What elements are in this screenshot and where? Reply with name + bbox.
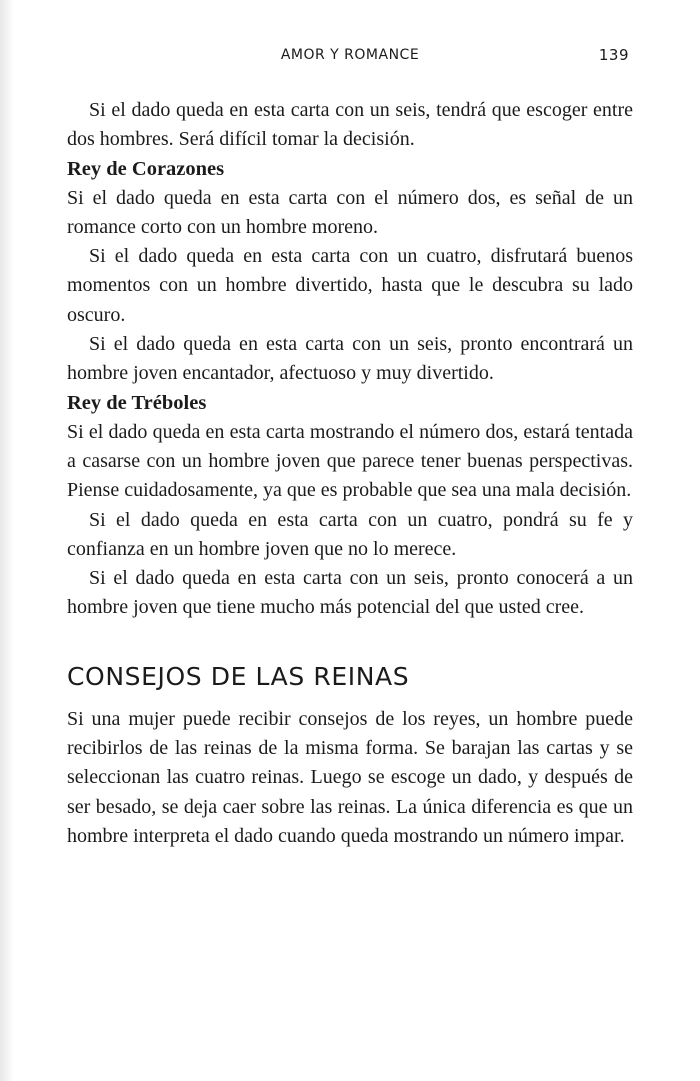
paragraph-treboles-cuatro: Si el dado queda en esta carta con un cuatro, pondrá su fe y confianza en un hombre joven que no lo merece. — [67, 508, 633, 560]
chapter-heading-consejos-de-las-reinas: CONSEJOS DE LAS REINAS — [67, 661, 410, 691]
paragraph-corazones-dos: Si el dado queda en esta carta con el número dos, es señal de un romance corto con un hombre moreno. — [67, 186, 633, 238]
paragraph-treboles-dos: Si el dado queda en esta carta mostrando el número dos, estará tentada a casarse con un hombre joven que parece tener buenas perspectivas. Piense cuidadosamente, ya que es probable que sea una mala decisión. — [67, 420, 633, 502]
running-title: AMOR Y ROMANCE — [280, 47, 420, 63]
paragraph-corazones-cuatro: Si el dado queda en esta carta con un cuatro, disfrutará buenos momentos con un hombre divertido, hasta que le descubra su lado oscuro. — [67, 245, 633, 326]
scan-shadow — [0, 0, 14, 1081]
section-heading-rey-de-corazones: Rey de Corazones — [67, 157, 225, 180]
paragraph-corazones-seis: Si el dado queda en esta carta con un seis, pronto encontrará un hombre joven encantador, afectuoso y muy divertido. — [67, 333, 633, 385]
page-number: 139 — [598, 46, 629, 64]
body-text — [67, 96, 633, 851]
paragraph-treboles-seis: Si el dado queda en esta carta con un seis, pronto conocerá a un hombre joven que tiene mucho más potencial del que usted cree. — [67, 567, 633, 619]
running-header — [67, 44, 633, 68]
section-heading-rey-de-treboles: Rey de Tréboles — [67, 391, 207, 414]
paragraph-consejos-reinas: Si una mujer puede recibir consejos de los reyes, un hombre puede recibirlos de las reinas de la misma forma. Se barajan las cartas y se seleccionan las cuatro reinas. Luego se escoge un dado, y después de ser besado, se deja caer sobre las reinas. La única diferencia es que un hombre interpreta el dado cuando queda mostrando un número impar. — [67, 707, 633, 847]
intro-paragraph: Si el dado queda en esta carta con un seis, tendrá que escoger entre dos hombres. Será difícil tomar la decisión. — [67, 99, 633, 151]
